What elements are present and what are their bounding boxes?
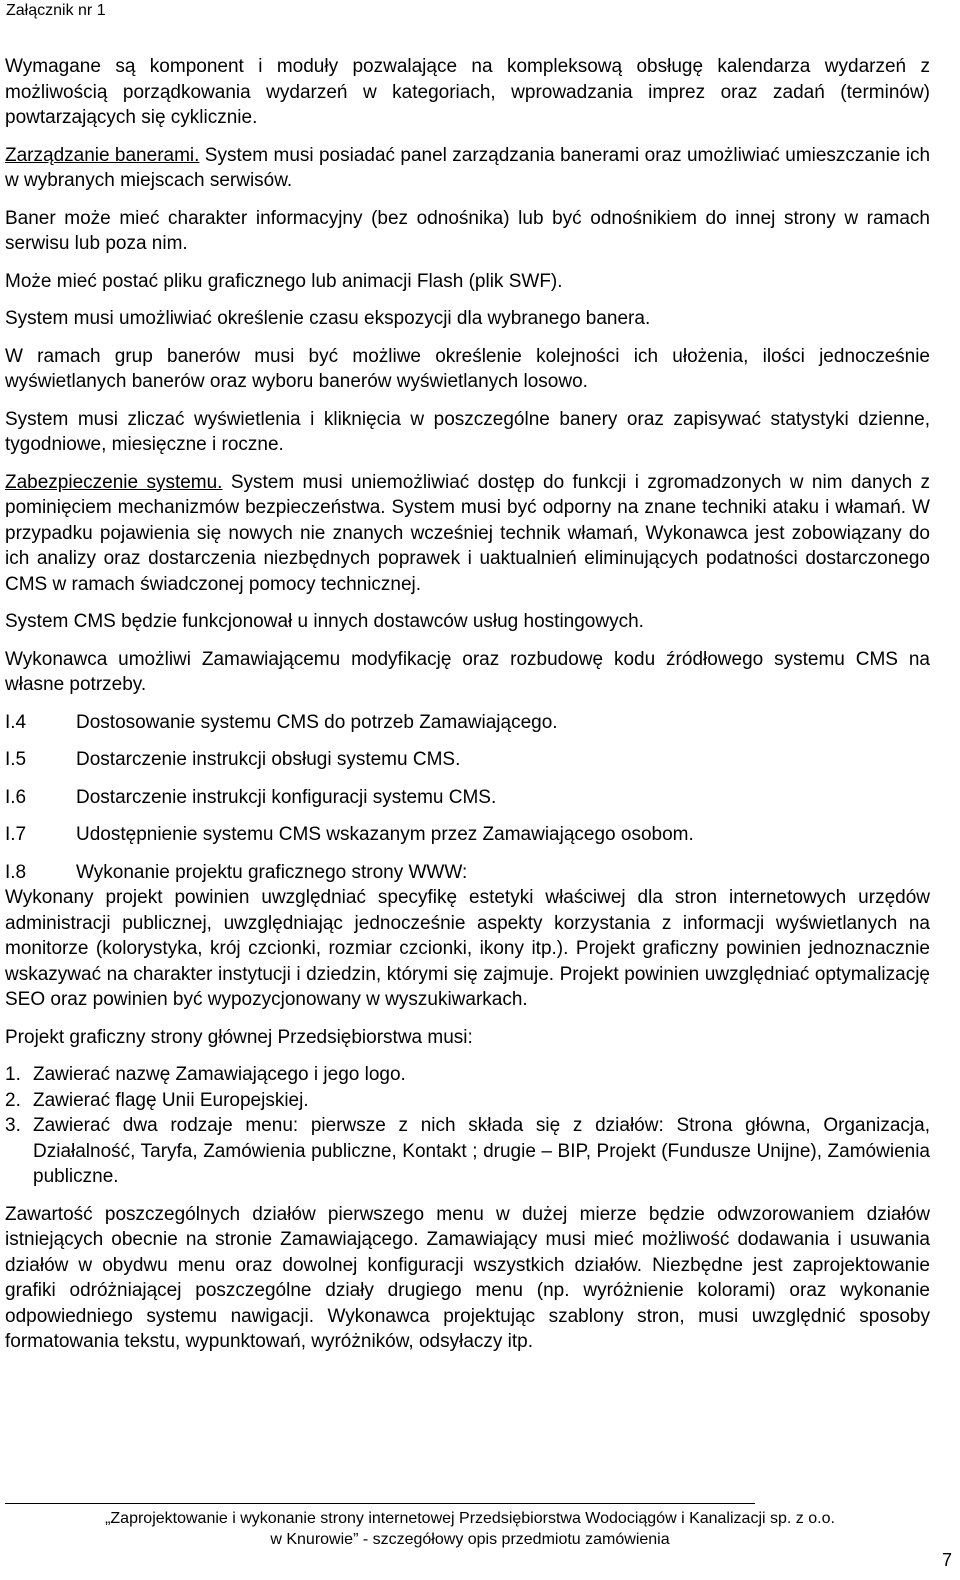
list-item <box>5 1062 930 1088</box>
paragraph-banner-type: Baner może mieć charakter informacyjny (bez odnośnika) lub być odnośnikiem do innej strony w ramach serwisu lub poza nim. <box>5 207 930 254</box>
paragraph-banner-format: Może mieć postać pliku graficznego lub animacji Flash (plik SWF). <box>5 270 563 292</box>
section-i4 <box>5 710 930 736</box>
list-item-text: Zawierać dwa rodzaje menu: pierwsze z nich składa się z działów: Strona główna, Organizacja, Działalność, Taryfa, Zamówienia publiczne, Kontakt ; drugie – BIP, Projekt (Fundusze Unijne), Zamówienia publiczne. <box>33 1115 930 1187</box>
heading-banner-management: Zarządzanie banerami. <box>5 144 200 166</box>
section-i6 <box>5 785 930 811</box>
list-item-number: 1. <box>5 1064 21 1085</box>
paragraph-banner-management <box>5 143 930 194</box>
list-item-number: 3. <box>5 1115 21 1136</box>
footer-line-1: „Zaprojektowanie i wykonanie strony internetowej Przedsiębiorstwa Wodociągów i Kanalizacji sp. z o.o. <box>105 1510 835 1527</box>
paragraph-security <box>5 470 930 598</box>
security-text: System musi uniemożliwiać dostęp do funkcji i zgromadzonych w nim danych z pominięciem mechanizmów bezpieczeństwa. System musi być odporny na znane techniki ataku i włamań. W przypadku pojawienia się nowych nie znanych wcześniej technik włamań, Wykonawca jest zobowiązany do ich analizy oraz dostarczenia niezbędnych poprawek i uaktualnień eliminujących podatności dostarczonego CMS w ramach świadczonej pomocy technicznej. <box>5 471 930 595</box>
section-title: Dostosowanie systemu CMS do potrzeb Zamawiającego. <box>76 711 558 733</box>
list-item-text: Zawierać flagę Unii Europejskiej. <box>33 1089 309 1111</box>
banner-management-text: System musi posiadać panel zarządzania banerami oraz umożliwiać umieszczanie ich w wybranych miejscach serwisów. <box>5 144 931 191</box>
section-number: I.8 <box>5 861 27 883</box>
annex-label: Załącznik nr 1 <box>6 2 106 19</box>
section-title: Dostarczenie instrukcji konfiguracji systemu CMS. <box>76 786 497 808</box>
section-i5 <box>5 747 930 773</box>
paragraph-homepage-intro: Projekt graficzny strony głównej Przedsiębiorstwa musi: <box>5 1026 473 1048</box>
paragraph-hosting: System CMS będzie funkcjonował u innych dostawców usług hostingowych. <box>5 611 644 632</box>
section-title: Dostarczenie instrukcji obsługi systemu CMS. <box>76 749 461 770</box>
paragraph-banner-exposure: System musi umożliwiać określenie czasu ekspozycji dla wybranego banera. <box>5 308 651 329</box>
heading-security: Zabezpieczenie systemu. <box>5 471 223 493</box>
list-item-number: 2. <box>5 1089 21 1111</box>
section-i8 <box>5 860 930 886</box>
list-item <box>5 1088 930 1114</box>
section-i7 <box>5 822 930 848</box>
list-item <box>5 1113 930 1190</box>
paragraph-banner-groups: W ramach grup banerów musi być możliwe określenie kolejności ich ułożenia, ilości jednocześnie wyświetlanych banerów oraz wyboru banerów wyświetlanych losowo. <box>5 345 930 392</box>
paragraph-banner-stats: System musi zliczać wyświetlenia i kliknięcia w poszczególne banery oraz zapisywać statystyki dzienne, tygodniowe, miesięczne i roczne. <box>5 408 930 455</box>
list-item-text: Zawierać nazwę Zamawiającego i jego logo. <box>33 1064 406 1085</box>
section-title: Wykonanie projektu graficznego strony WWW: <box>76 861 468 883</box>
section-number: I.4 <box>5 711 27 733</box>
footer-line-2: w Knurowie” - szczegółowy opis przedmiotu zamówienia <box>270 1531 670 1548</box>
paragraph-calendar: Wymagane są komponent i moduły pozwalające na kompleksową obsługę kalendarza wydarzeń z możliwością porządkowania wydarzeń w kategoriach, wprowadzania imprez oraz zadań (terminów) powtarzających się cyklicznie. <box>5 56 930 128</box>
paragraph-source-code: Wykonawca umożliwi Zamawiającemu modyfikację oraz rozbudowę kodu źródłowego systemu CMS na własne potrzeby. <box>5 648 930 695</box>
page-number: 7 <box>941 1550 952 1570</box>
footer-divider <box>5 1503 755 1504</box>
footer <box>0 1508 940 1550</box>
document-body <box>5 54 930 1367</box>
paragraph-design-requirements: Wykonany projekt powinien uwzględniać specyfikę estetyki właściwej dla stron internetowych urzędów administracji publicznej, uwzględniając jednocześnie aspekty korzystania z informacji wyświetlanych na monitorze (kolorystyka, krój czcionki, rozmiar czcionki, ikony itp.). Projekt graficzny powinien jednoznacznie wskazywać na charakter instytucji i dziedzin, którymi się zajmuje. Projekt powinien uwzględniać optymalizację SEO oraz powinien być wypozycjonowany w wyszukiwarkach. <box>5 887 930 1010</box>
section-number: I.7 <box>5 824 27 845</box>
section-number: I.6 <box>5 786 27 808</box>
homepage-requirements-list <box>5 1062 930 1190</box>
section-number: I.5 <box>5 749 27 770</box>
section-title: Udostępnienie systemu CMS wskazanym przez Zamawiającego osobom. <box>76 824 694 845</box>
paragraph-menu-content: Zawartość poszczególnych działów pierwszego menu w dużej mierze będzie odwzorowaniem działów istniejących obecnie na stronie Zamawiającego. Zamawiający musi mieć możliwość dodawania i usuwania działów w obydwu menu oraz dowolnej konfiguracji wszystkich działów. Niezbędne jest zaprojektowanie grafiki odróżniającej poszczególne działy drugiego menu (np. wyróżnienie kolorami) oraz wykonanie odpowiedniego systemu nawigacji. Wykonawca projektując szablony stron, musi uwzględnić sposoby formatowania tekstu, wypunktowań, wyróżników, odsyłaczy itp. <box>5 1203 930 1352</box>
